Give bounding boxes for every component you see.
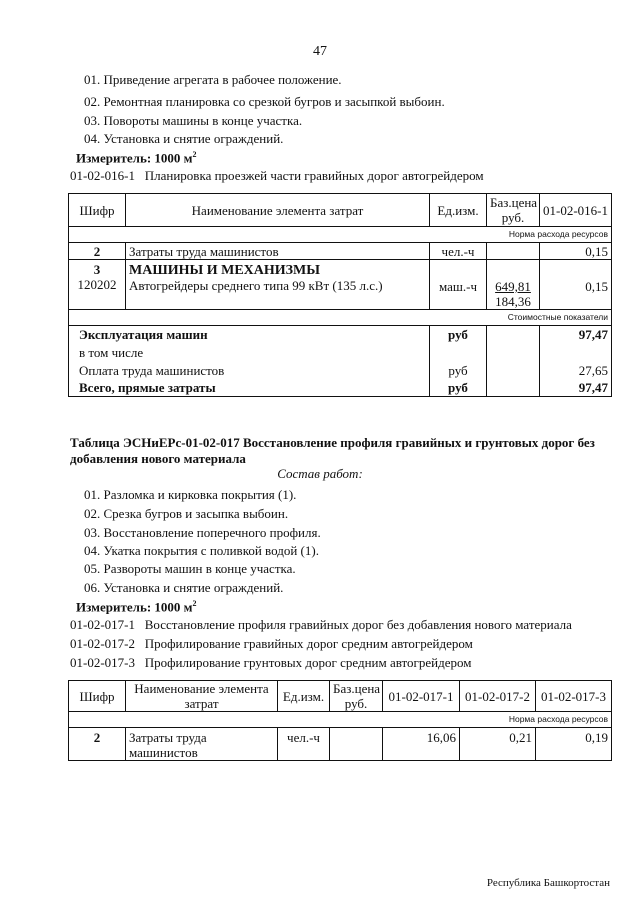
work-item-2: 02. Ремонтная планировка со срезкой бугров и засыпкой выбоин. xyxy=(84,94,445,109)
resource-table-016 xyxy=(68,193,612,397)
work-item-1: 01. Приведение агрегата в рабочее положение. xyxy=(84,72,342,87)
item-017-3: 01-02-017-3 Профилирование грунтовых дорог средним автогрейдером xyxy=(70,655,472,670)
cost-pay-value: 27,65 xyxy=(540,362,612,380)
row-unit: маш.-ч xyxy=(430,260,487,310)
row-price xyxy=(330,728,383,761)
cost-exp-price xyxy=(487,326,540,344)
row-price: 649,81 184,36 xyxy=(487,260,540,310)
work2-item-6: 06. Установка и снятие ограждений. xyxy=(84,580,284,595)
cost-incl-value xyxy=(540,344,612,362)
header-code: Шифр xyxy=(69,681,126,712)
header-unit: Ед.изм. xyxy=(278,681,330,712)
header-price: Баз.цена руб. xyxy=(330,681,383,712)
cost-total-unit: руб xyxy=(430,380,487,397)
work2-item-5: 05. Развороты машин в конце участка. xyxy=(84,561,296,576)
work2-item-4: 04. Укатка покрытия с поливкой водой (1). xyxy=(84,543,319,558)
row-price xyxy=(487,243,540,260)
row-value-2: 0,21 xyxy=(460,728,536,761)
cost-total-label: Всего, прямые затраты xyxy=(69,380,430,397)
row-value: 0,15 xyxy=(540,243,612,260)
header-price: Баз.цена руб. xyxy=(487,194,540,227)
cost-pay-price xyxy=(487,362,540,380)
item-017-1: 01-02-017-1 Восстановление профиля гравийных дорог без добавления нового материала xyxy=(70,617,572,632)
work2-item-3: 03. Восстановление поперечного профиля. xyxy=(84,525,321,540)
cost-exp-unit: руб xyxy=(430,326,487,344)
header-col: 01-02-016-1 xyxy=(540,194,612,227)
work-item-3: 03. Повороты машины в конце участка. xyxy=(84,113,303,128)
cost-incl-label: в том числе xyxy=(69,344,430,362)
header-col-1: 01-02-017-1 xyxy=(383,681,460,712)
row-code: 3 120202 xyxy=(69,260,126,310)
row-name: Затраты труда машинистов xyxy=(126,728,278,761)
work-item-4: 04. Установка и снятие ограждений. xyxy=(84,131,284,146)
norm-label: Норма расхода ресурсов xyxy=(69,227,612,243)
row-unit: чел.-ч xyxy=(430,243,487,260)
cost-total-price xyxy=(487,380,540,397)
cost-exp-label: Эксплуатация машин xyxy=(69,326,430,344)
footer-region: Республика Башкортостан xyxy=(486,877,610,889)
cost-label: Стоимостные показатели xyxy=(69,310,612,326)
item-016-1: 01-02-016-1 Планировка проезжей части гравийных дорог автогрейдером xyxy=(70,168,484,183)
cost-incl-unit xyxy=(430,344,487,362)
row-code: 2 xyxy=(69,728,126,761)
cost-incl-price xyxy=(487,344,540,362)
row-name: Затраты труда машинистов xyxy=(126,243,430,260)
cost-pay-unit: руб xyxy=(430,362,487,380)
cost-total-value: 97,47 xyxy=(540,380,612,397)
header-name: Наименование элемента затрат xyxy=(126,194,430,227)
row-code: 2 xyxy=(69,243,126,260)
header-col-3: 01-02-017-3 xyxy=(536,681,612,712)
row-unit: чел.-ч xyxy=(278,728,330,761)
item-017-2: 01-02-017-2 Профилирование гравийных дорог средним автогрейдером xyxy=(70,636,473,651)
table2-title-line2: добавления нового материала xyxy=(70,451,246,466)
page-number: 47 xyxy=(313,44,327,59)
cost-pay-label: Оплата труда машинистов xyxy=(69,362,430,380)
header-name: Наименование элемента затрат xyxy=(126,681,278,712)
header-unit: Ед.изм. xyxy=(430,194,487,227)
norm-label: Норма расхода ресурсов xyxy=(69,712,612,728)
cost-exp-value: 97,47 xyxy=(540,326,612,344)
header-code: Шифр xyxy=(69,194,126,227)
row-value-3: 0,19 xyxy=(536,728,612,761)
resource-table-017 xyxy=(68,680,612,761)
row-value-1: 16,06 xyxy=(383,728,460,761)
measure-1: Измеритель: 1000 $м^2$ xyxy=(76,150,197,166)
row-name: МАШИНЫ И МЕХАНИЗМЫ Автогрейдеры среднего типа 99 кВт (135 л.с.) xyxy=(126,260,430,310)
header-col-2: 01-02-017-2 xyxy=(460,681,536,712)
work2-item-1: 01. Разломка и кирковка покрытия (1). xyxy=(84,487,297,502)
table2-title-line1: Таблица ЭСНиЕРс-01-02-017 Восстановление профиля гравийных и грунтовых дорог без xyxy=(70,435,595,450)
work2-item-2: 02. Срезка бугров и засыпка выбоин. xyxy=(84,506,289,521)
composition-label: Состав работ: xyxy=(277,466,363,481)
measure-2: Измеритель: 1000 $м^2$ xyxy=(76,599,197,615)
row-value: 0,15 xyxy=(540,260,612,310)
